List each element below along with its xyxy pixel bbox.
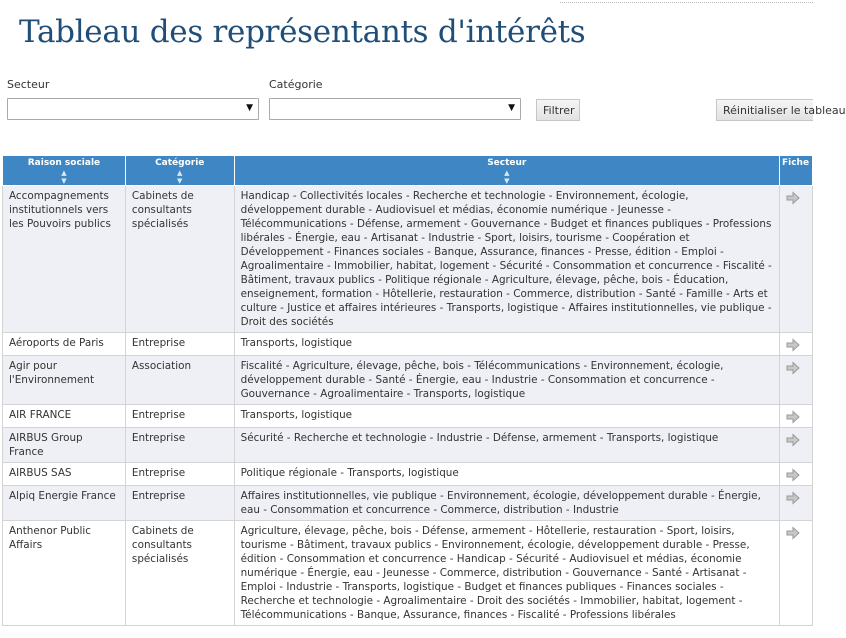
row-category: Entreprise [125, 428, 234, 463]
page-title: Tableau des représentants d'intérêts [19, 14, 586, 50]
header-secteur-label: Secteur [487, 158, 527, 168]
filter-button[interactable]: Filtrer [536, 99, 580, 121]
table-row [3, 521, 813, 626]
table-row [3, 333, 813, 356]
row-category: Entreprise [125, 486, 234, 521]
categorie-label: Catégorie [269, 78, 323, 91]
row-name: Aéroports de Paris [3, 333, 126, 356]
header-fiche [779, 156, 812, 186]
row-sectors: Handicap - Collectivités locales - Recherche et technologie - Environnement, écologie, développement durable - Audiovisuel et médias, économie numérique - Jeunesse - Télécommunications - Défense, armement - Gouvernance - Budget et finances publiques - Professions libérales - Énergie, eau - Artisanat - Industrie - Sport, loisirs, tourisme - Coopération et Développement - Finances sociales - Banque, Assurance, finances - Presse, édition - Emploi - Agroalimentaire - Immobilier, habitat, logement - Sécurité - Consommation et concurrence - Fiscalité - Bâtiment, travaux publics - Politique régionale - Agriculture, élevage, pêche, bois - Éducation, enseignement, formation - Hôtellerie, restauration - Commerce, distribution - Santé - Famille - Arts et culture - Justice et affaires intérieures - Transports, logistique - Affaires institutionnelles, vie publique - Droit des sociétés [234, 186, 779, 333]
arrow-right-icon[interactable] [786, 192, 800, 204]
arrow-right-icon[interactable] [786, 527, 800, 539]
arrow-right-icon[interactable] [786, 492, 800, 504]
arrow-right-icon[interactable] [786, 339, 800, 351]
top-divider [560, 2, 813, 3]
categorie-select[interactable] [269, 98, 521, 120]
arrow-right-icon[interactable] [786, 469, 800, 481]
row-name: AIRBUS SAS [3, 463, 126, 486]
header-categorie[interactable] [125, 156, 234, 186]
table-row [3, 428, 813, 463]
table-row [3, 463, 813, 486]
sort-icon: ▲ ▼ [61, 169, 67, 185]
header-categorie-label: Catégorie [155, 158, 205, 168]
row-sectors: Sécurité - Recherche et technologie - Industrie - Défense, armement - Transports, logistique [234, 428, 779, 463]
reset-button[interactable]: Réinitialiser le tableau [716, 99, 813, 121]
row-category: Cabinets de consultants spécialisés [125, 521, 234, 626]
row-category: Entreprise [125, 405, 234, 428]
fiche-cell [779, 463, 812, 486]
row-sectors: Transports, logistique [234, 333, 779, 356]
table-row [3, 356, 813, 405]
fiche-cell [779, 486, 812, 521]
row-name: Agir pour l'Environnement [3, 356, 126, 405]
row-name: Alpiq Energie France [3, 486, 126, 521]
row-category: Cabinets de consultants spécialisés [125, 186, 234, 333]
table-row [3, 405, 813, 428]
row-category: Entreprise [125, 463, 234, 486]
table-row [3, 486, 813, 521]
fiche-cell [779, 428, 812, 463]
representatives-table [2, 155, 813, 626]
table-header-row [3, 156, 813, 186]
fiche-cell [779, 521, 812, 626]
header-fiche-label: Fiche [781, 158, 810, 168]
row-sectors: Transports, logistique [234, 405, 779, 428]
row-sectors: Agriculture, élevage, pêche, bois - Défense, armement - Hôtellerie, restauration - Sport, loisirs, tourisme - Bâtiment, travaux publics - Environnement, écologie, développement durable - Presse, édition - Consommation et concurrence - Handicap - Sécurité - Audiovisuel et médias, économie numérique - Énergie, eau - Jeunesse - Commerce, distribution - Gouvernance - Santé - Artisanat - Emploi - Industrie - Transports, logistique - Budget et finances publiques - Finances sociales - Recherche et technologie - Agroalimentaire - Droit des sociétés - Immobilier, habitat, logement - Télécommunications - Banque, Assurance, finances - Fiscalité - Professions libérales [234, 521, 779, 626]
chevron-down-icon: ▼ [246, 103, 253, 113]
row-sectors: Affaires institutionnelles, vie publique - Environnement, écologie, développement durable - Énergie, eau - Consommation et concurrence - Commerce, distribution - Industrie [234, 486, 779, 521]
row-name: AIR FRANCE [3, 405, 126, 428]
row-name: AIRBUS Group France [3, 428, 126, 463]
arrow-right-icon[interactable] [786, 411, 800, 423]
sort-icon: ▲ ▼ [504, 169, 510, 185]
fiche-cell [779, 186, 812, 333]
row-name: Accompagnements institutionnels vers les Pouvoirs publics [3, 186, 126, 333]
row-name: Anthenor Public Affairs [3, 521, 126, 626]
row-sectors: Politique régionale - Transports, logistique [234, 463, 779, 486]
fiche-cell [779, 356, 812, 405]
chevron-down-icon: ▼ [508, 103, 515, 113]
fiche-cell [779, 333, 812, 356]
sort-icon: ▲ ▼ [177, 169, 183, 185]
table-row [3, 186, 813, 333]
row-sectors: Fiscalité - Agriculture, élevage, pêche, bois - Télécommunications - Environnement, écologie, développement durable - Santé - Énergie, eau - Industrie - Consommation et concurrence - Gouvernance - Agroalimentaire - Transports, logistique [234, 356, 779, 405]
row-category: Entreprise [125, 333, 234, 356]
arrow-right-icon[interactable] [786, 434, 800, 446]
arrow-right-icon[interactable] [786, 362, 800, 374]
row-category: Association [125, 356, 234, 405]
secteur-label: Secteur [7, 78, 50, 91]
fiche-cell [779, 405, 812, 428]
header-raison-sociale-label: Raison sociale [27, 158, 101, 168]
secteur-select[interactable] [7, 98, 259, 120]
header-secteur[interactable] [234, 156, 779, 186]
header-raison-sociale[interactable] [3, 156, 126, 186]
